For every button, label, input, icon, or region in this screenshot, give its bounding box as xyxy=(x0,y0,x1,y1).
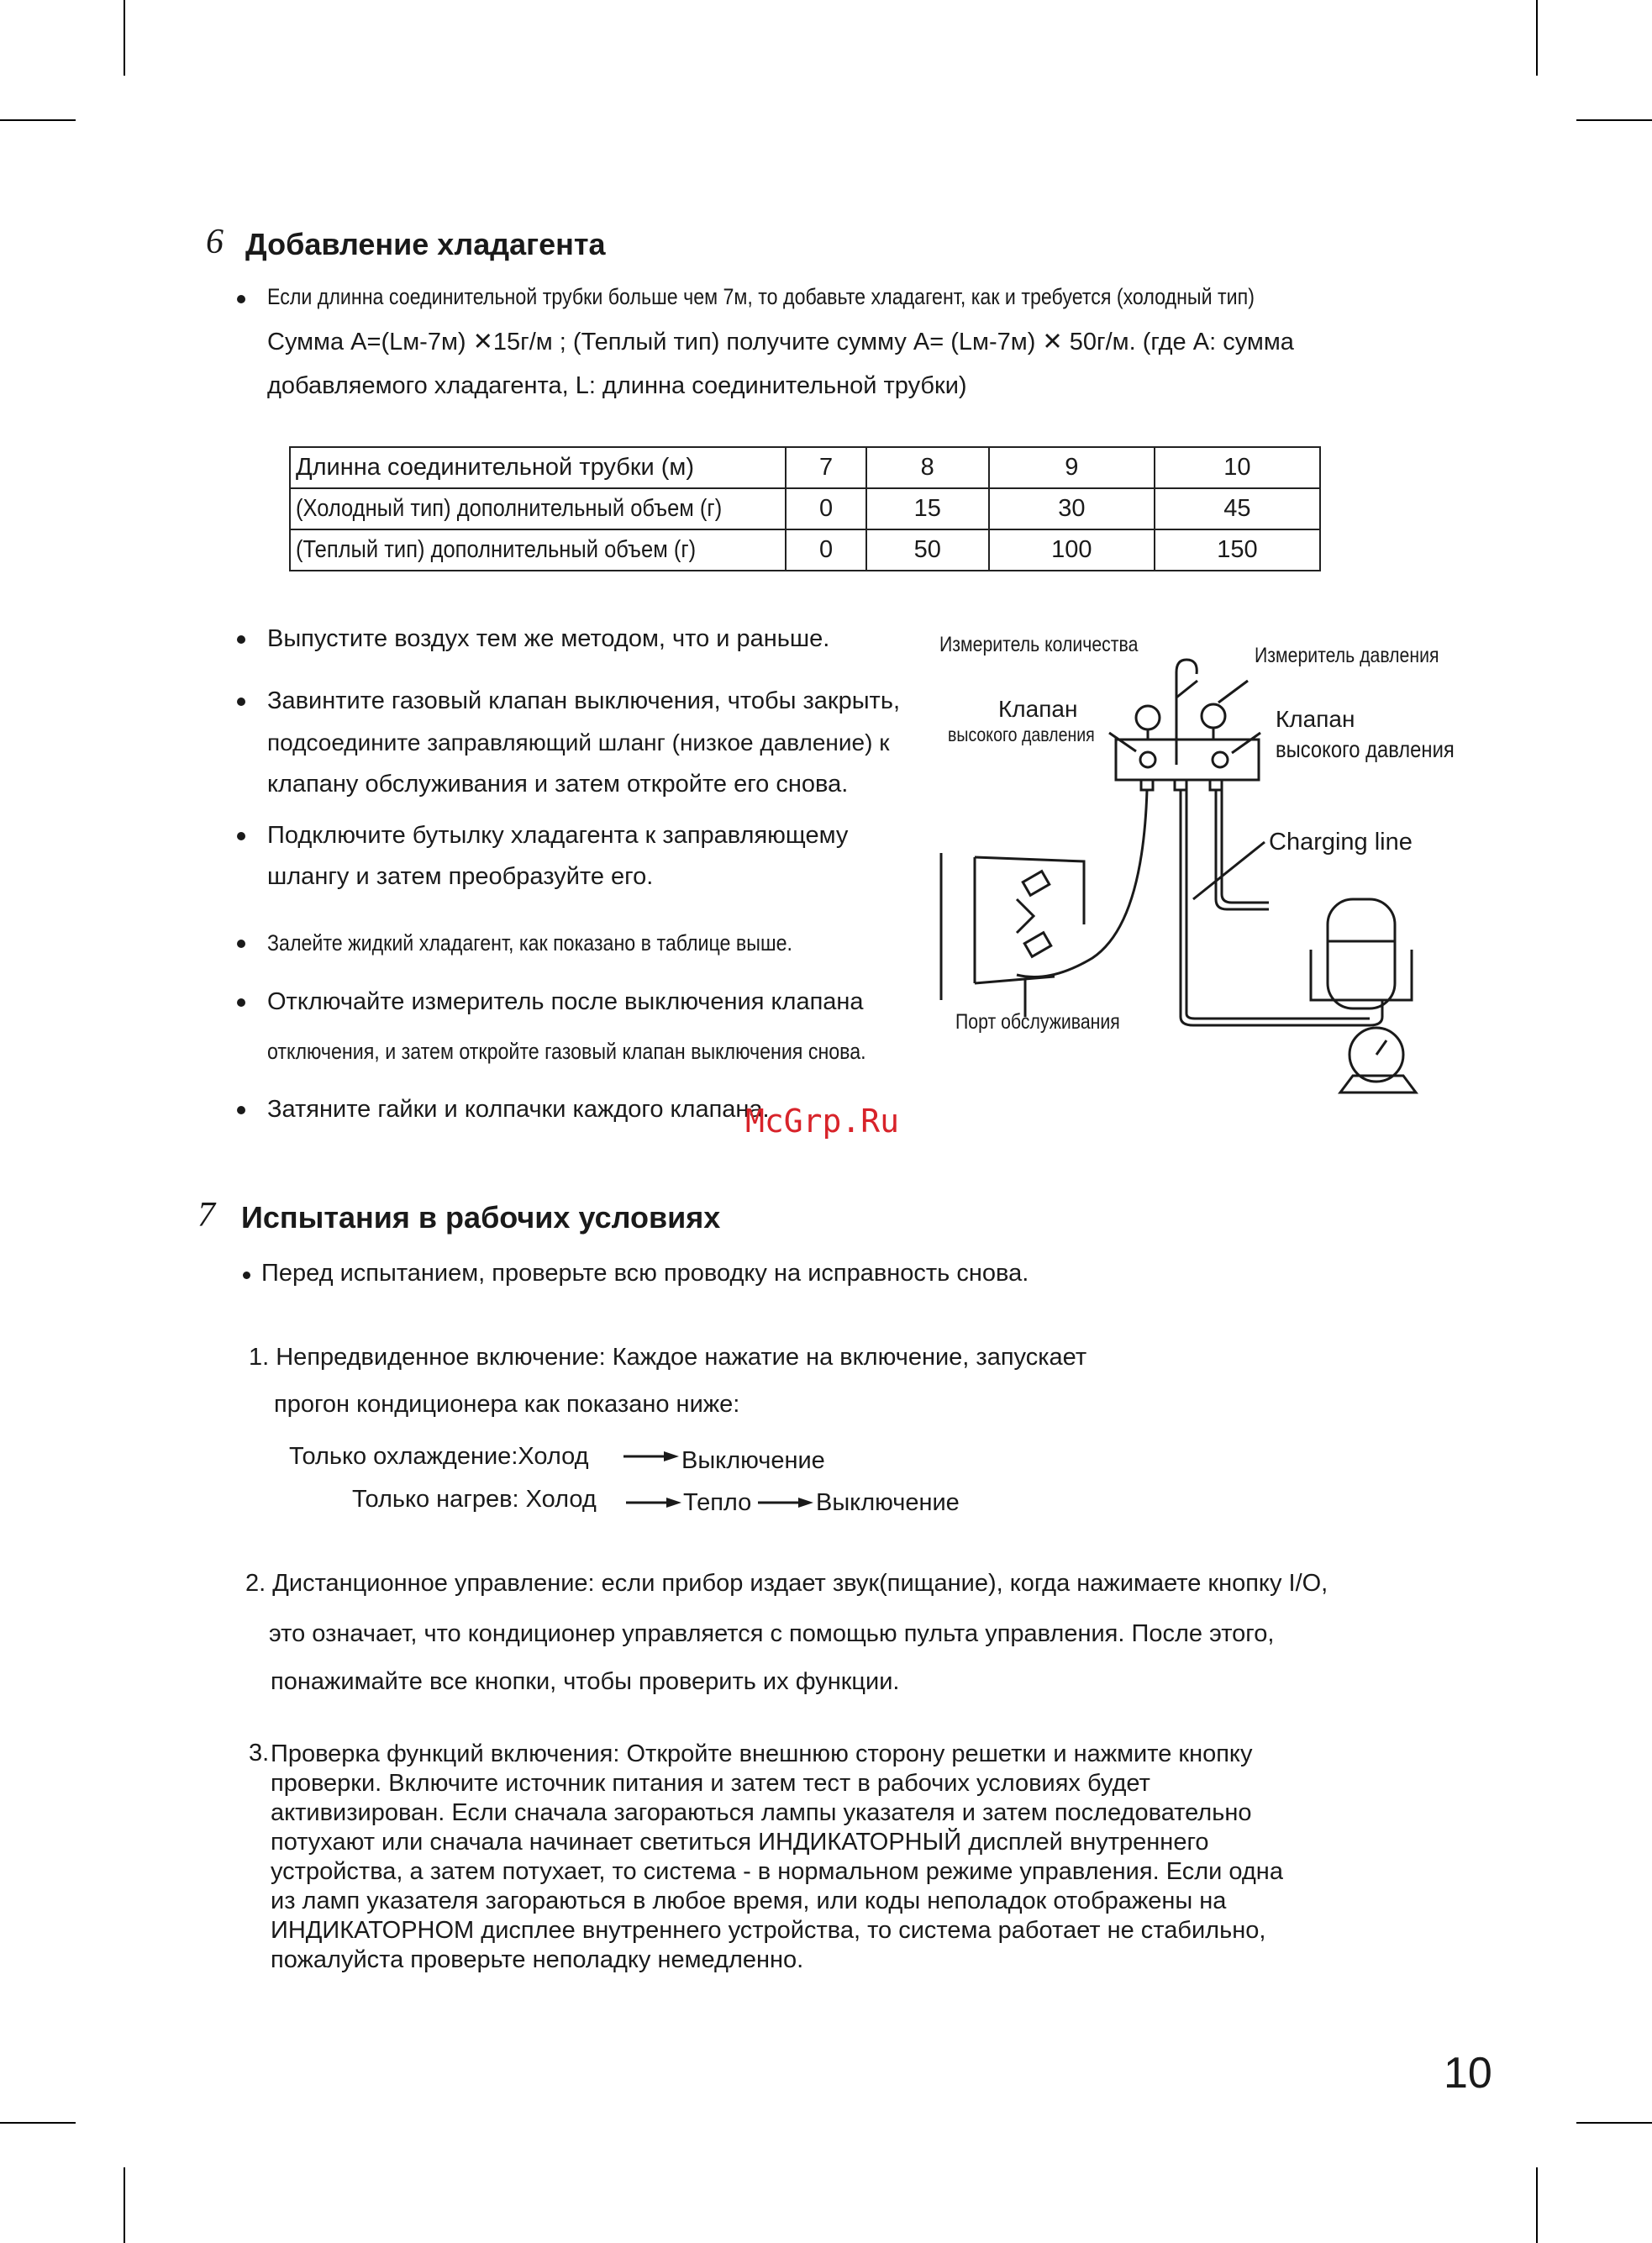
item-2-line-2: это означает, что кондиционер управляется с помощью пульта управления. После этого, xyxy=(269,1620,1275,1647)
manifold-body xyxy=(1116,740,1259,780)
page-number: 10 xyxy=(1444,2049,1492,2098)
left-valve-label-1: Клапан xyxy=(998,696,1078,722)
arrow-right-icon xyxy=(623,1450,681,1463)
refrigerant-bottle-icon xyxy=(1328,899,1395,1008)
cool-only-off: Выключение xyxy=(681,1447,825,1474)
table-row xyxy=(290,529,1320,571)
step-6: Затяните гайки и колпачки каждого клапана. xyxy=(267,1096,770,1123)
step-5-line-1: Отключайте измеритель после выключения клапана xyxy=(267,988,864,1015)
left-valve-label-2: высокого давления xyxy=(948,724,1095,745)
crop-mark xyxy=(1576,2122,1652,2124)
table-cell: 0 xyxy=(786,529,865,571)
heat-only-label: Только нагрев: Холод xyxy=(352,1486,597,1513)
table-cell: 150 xyxy=(1155,529,1320,571)
bullet-icon xyxy=(237,998,245,1007)
table-cell: 15 xyxy=(866,488,989,529)
step-2-line-2: подсоедините заправляющий шланг (низкое давление) к xyxy=(267,729,890,756)
table-row xyxy=(290,488,1320,529)
bullet-icon xyxy=(243,1272,250,1279)
arrow-right-icon xyxy=(626,1496,683,1509)
heat-only-off: Выключение xyxy=(816,1489,960,1516)
service-port-label: Порт обслуживания xyxy=(955,1010,1120,1034)
crop-mark xyxy=(1536,0,1538,76)
pressure-meter-label: Измеритель давления xyxy=(1255,644,1439,667)
gauge-left-icon xyxy=(1136,706,1160,729)
watermark: McGrp.Ru xyxy=(745,1103,900,1140)
refrigerant-table xyxy=(289,446,1321,571)
crop-mark xyxy=(0,2122,76,2124)
item-3-line: пожалуйста проверьте неполадку немедленно. xyxy=(271,1946,804,1973)
item-3-line: устройства, а затем потухает, то система - в нормальном режиме управления. Если одна xyxy=(271,1858,1283,1885)
step-1: Выпустите воздух тем же методом, что и раньше. xyxy=(267,625,830,652)
cool-only-label: Только охлаждение:Холод xyxy=(289,1443,589,1470)
item-3-line: Проверка функций включения: Откройте внешнюю сторону решетки и нажмите кнопку xyxy=(271,1740,1253,1767)
step-2-line-3: клапану обслуживания и затем откройте его снова. xyxy=(267,771,849,798)
bullet-icon xyxy=(237,1106,245,1114)
crop-mark xyxy=(124,2167,125,2243)
pre-test-check: Перед испытанием, проверьте всю проводку на исправность снова. xyxy=(261,1260,1029,1287)
table-cell: 7 xyxy=(786,447,865,488)
step-3-line-2: шлангу и затем преобразуйте его. xyxy=(267,863,654,890)
crop-mark xyxy=(124,0,125,76)
table-cell: 100 xyxy=(989,529,1155,571)
table-cell: 45 xyxy=(1155,488,1320,529)
step-2-line-1: Завинтите газовый клапан выключения, чтобы закрыть, xyxy=(267,687,901,714)
item-3-line: ИНДИКАТОРНОМ дисплее внутреннего устройства, то система работает не стабильно, xyxy=(271,1917,1266,1944)
intro-line-3: добавляемого хладагента, L: длинна соединительной трубки) xyxy=(267,372,967,399)
bullet-icon xyxy=(237,635,245,644)
gauge-right-icon xyxy=(1202,704,1225,728)
charging-line-label: Charging line xyxy=(1269,829,1413,856)
table-cell: 0 xyxy=(786,488,865,529)
table-cell: 50 xyxy=(866,529,989,571)
table-row-label: (Холодный тип) дополнительный объем (г) xyxy=(290,488,786,529)
heat-only-warm: Тепло xyxy=(683,1489,752,1516)
table-cell: 10 xyxy=(1155,447,1320,488)
item-3-line: проверки. Включите источник питания и затем тест в рабочих условиях будет xyxy=(271,1770,1150,1797)
item-1-line-1: 1. Непредвиденное включение: Каждое нажатие на включение, запускает xyxy=(249,1344,1087,1371)
quantity-meter-label: Измеритель количества xyxy=(939,633,1139,656)
intro-line-1: Если длинна соединительной трубки больше чем 7м, то добавьте хладагент, как и требуется (холодный тип) xyxy=(267,284,1255,309)
right-valve-label-1: Клапан xyxy=(1276,706,1355,732)
item-1-line-2: прогон кондиционера как показано ниже: xyxy=(274,1391,740,1418)
section-6-title: Добавление хладагента xyxy=(245,227,606,261)
section-6-number: 6 xyxy=(206,223,224,261)
item-3-text xyxy=(271,1740,1405,1975)
item-3-line: потухают или сначала начинает светиться ИНДИКАТОРНЫЙ дисплей внутреннего xyxy=(271,1829,1209,1856)
crop-mark xyxy=(1576,119,1652,121)
step-4: Залейте жидкий хладагент, как показано в таблице выше. xyxy=(267,930,792,956)
section-7-number: 7 xyxy=(197,1196,215,1235)
step-5-line-2: отключения, и затем откройте газовый клапан выключения снова. xyxy=(267,1039,866,1064)
table-row xyxy=(290,447,1320,488)
intro-line-2: Сумма А=(Lм-7м) ✕15г/м ; (Теплый тип) получите сумму А= (Lм-7м) ✕ 50г/м. (где А: сумма xyxy=(267,329,1294,355)
section-7-title: Испытания в рабочих условиях xyxy=(241,1200,721,1235)
bullet-icon xyxy=(237,940,245,948)
table-row-label: Длинна соединительной трубки (м) xyxy=(290,447,786,488)
bullet-icon xyxy=(237,698,245,706)
crop-mark xyxy=(0,119,76,121)
item-2-line-1: 2. Дистанционное управление: если прибор издает звук(пищание), когда нажимаете кнопку I/O, xyxy=(245,1570,1328,1597)
table-row-label: (Теплый тип) дополнительный объем (г) xyxy=(290,529,786,571)
right-valve-label-2: высокого давления xyxy=(1276,736,1455,762)
step-3-line-1: Подключите бутылку хладагента к заправляющему xyxy=(267,822,849,849)
crop-mark xyxy=(1536,2167,1538,2243)
arrow-right-icon xyxy=(758,1496,815,1509)
item-2-line-3: понажимайте все кнопки, чтобы проверить их функции. xyxy=(271,1668,900,1695)
bullet-icon xyxy=(237,832,245,840)
table-cell: 9 xyxy=(989,447,1155,488)
table-cell: 8 xyxy=(866,447,989,488)
table-cell: 30 xyxy=(989,488,1155,529)
item-3-line: из ламп указателя загораються в любое время, или коды неполадок отображены на xyxy=(271,1888,1227,1914)
item-3-line: активизирован. Если сначала загораються лампы указателя и затем последовательно xyxy=(271,1799,1252,1826)
item-3-number: 3. xyxy=(249,1740,270,1766)
bullet-icon xyxy=(237,295,245,303)
